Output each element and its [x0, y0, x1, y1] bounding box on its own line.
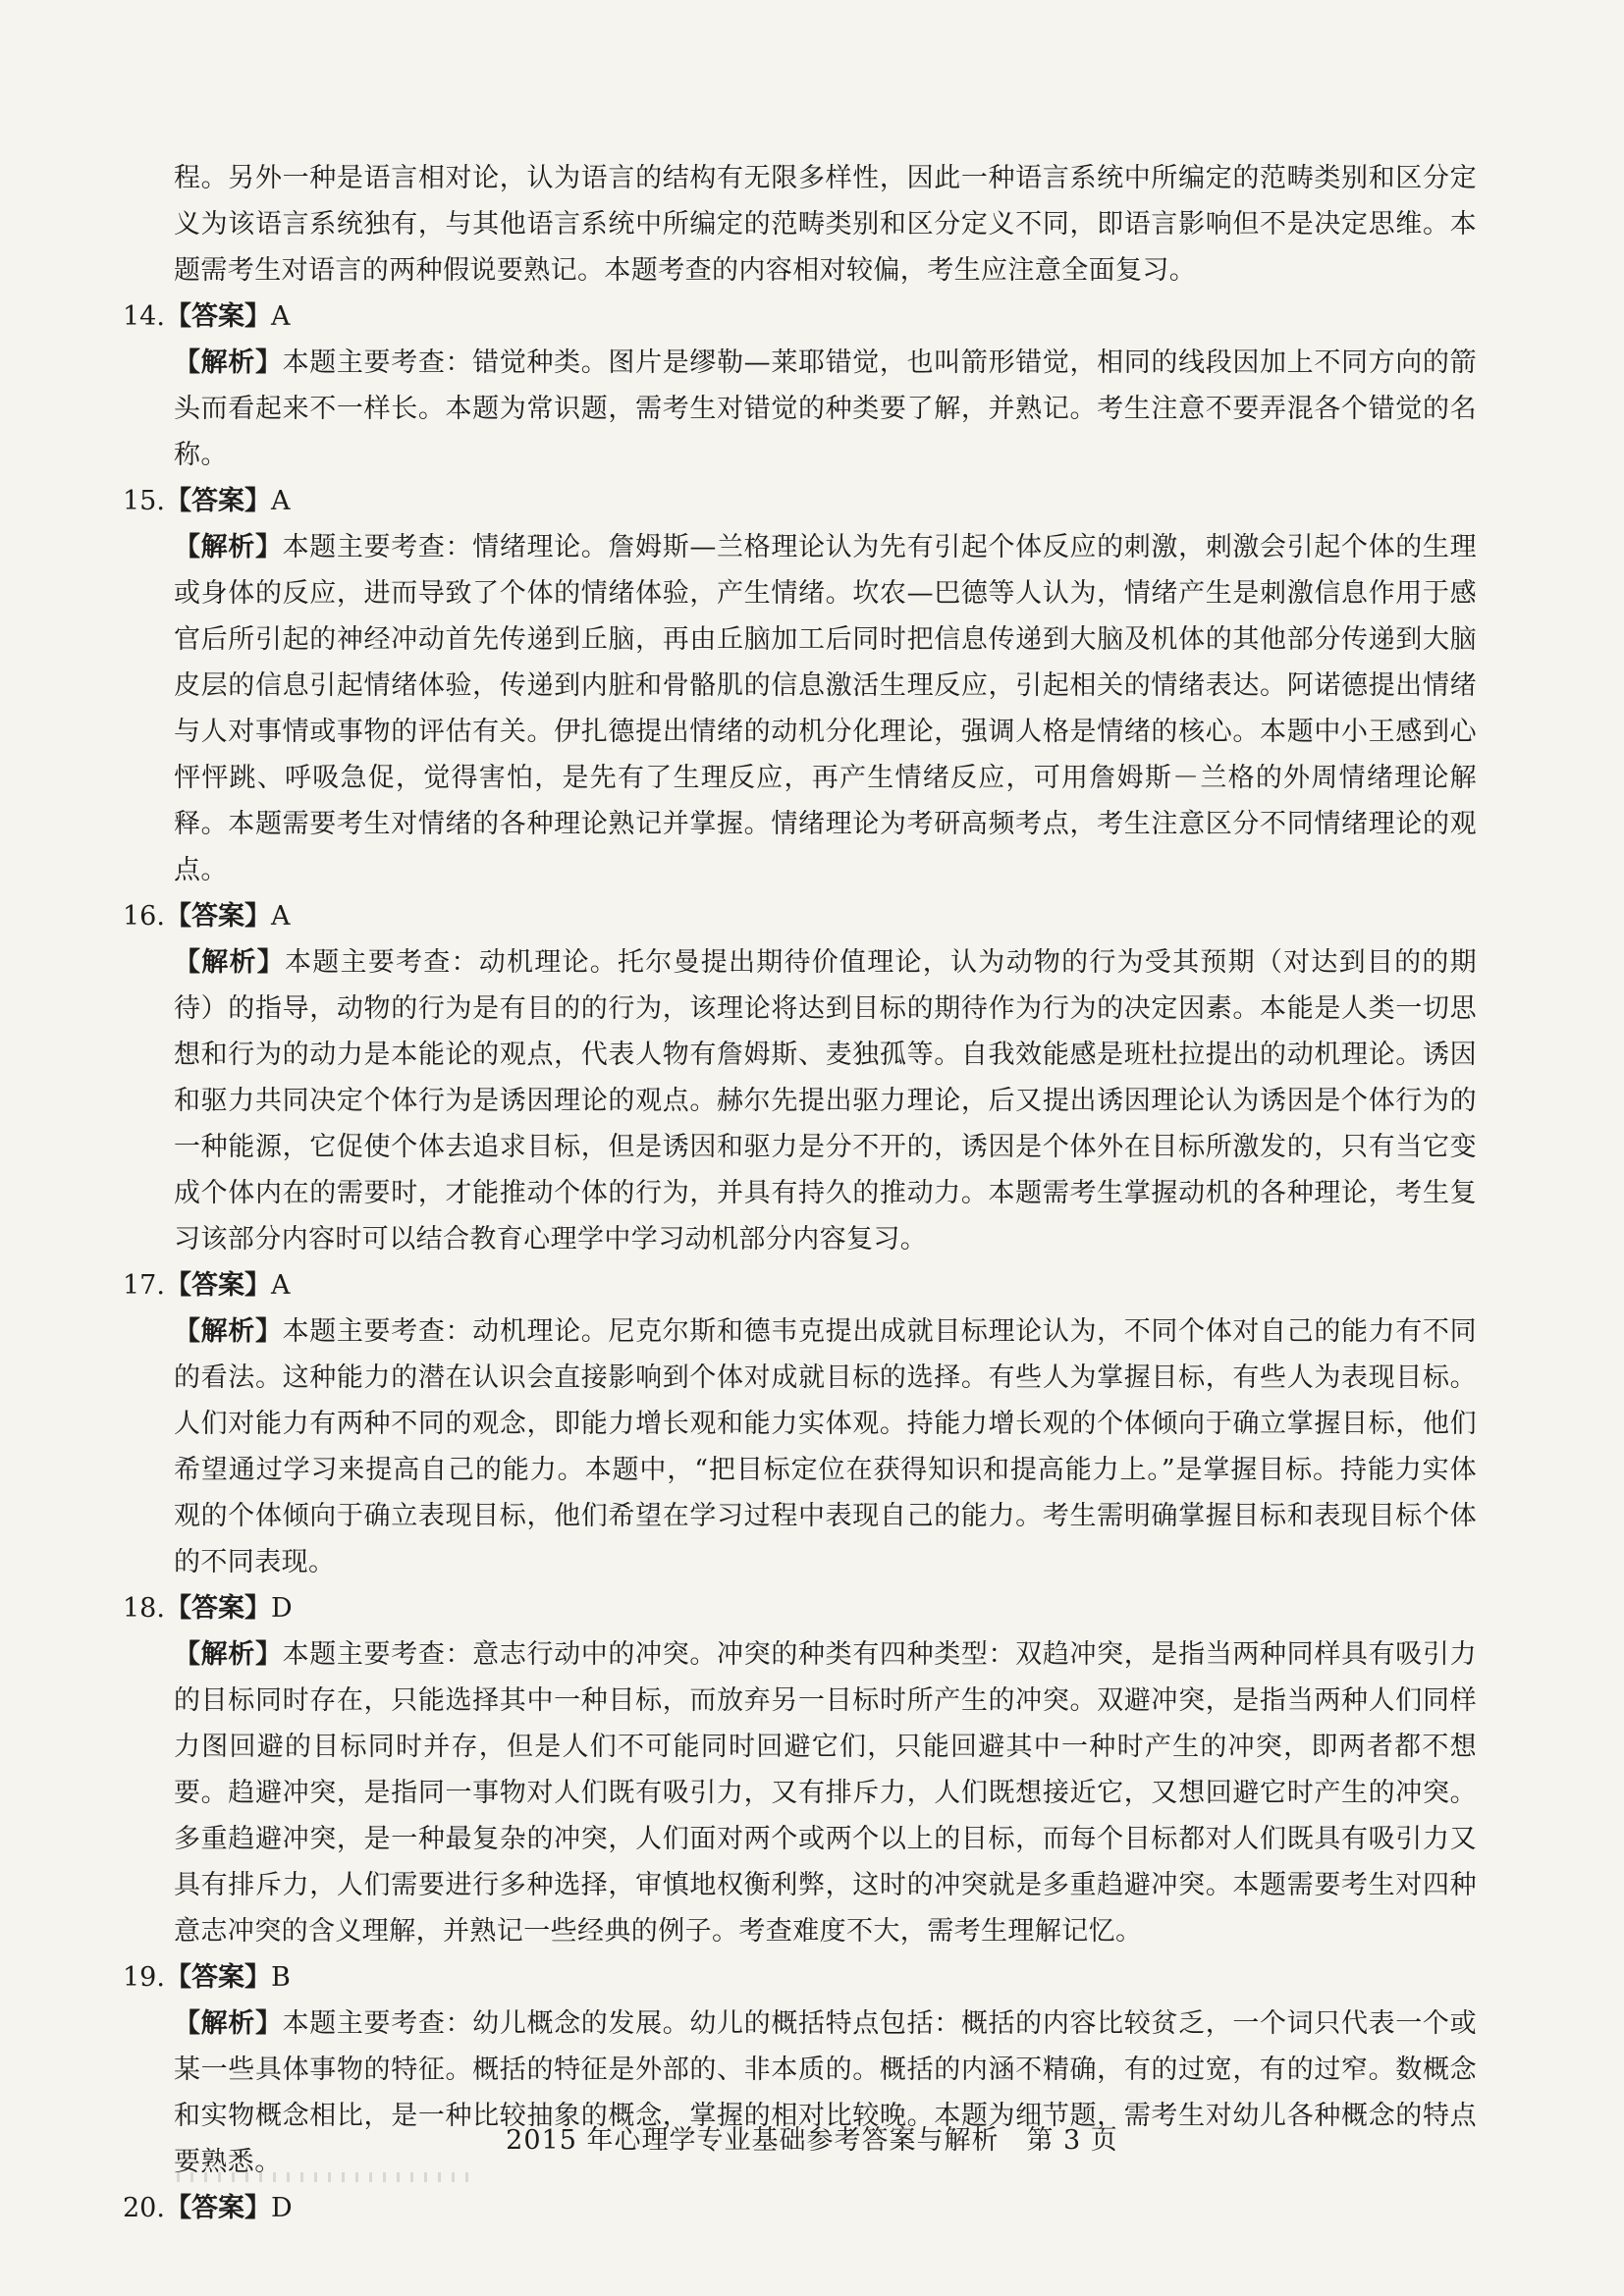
answer-value: A: [270, 1270, 291, 1301]
analysis-text: 本题主要考查：幼儿概念的发展。幼儿的概括特点包括：概括的内容比较贫乏，一个词只代表一个或某一些具体事物的特征。概括的特征是外部的、非本质的。概括的内涵不精确，有的过宽，有的过窄。数概念和实物概念相比，是一种比较抽象的概念，掌握的相对比较晚。本题为细节题，需考生对幼儿各种概念的特点要熟悉。: [174, 2008, 1477, 2177]
analysis-text: 本题主要考查：错觉种类。图片是缪勒—莱耶错觉，也叫箭形错觉，相同的线段因加上不同方向的箭头而看起来不一样长。本题为常识题，需考生对错觉的种类要了解，并熟记。考生注意不要弄混各个错觉的名称。: [174, 347, 1477, 470]
answer-label: 【答案】: [164, 901, 271, 932]
answer-label: 【答案】: [164, 1593, 271, 1624]
answer-value: D: [270, 2193, 293, 2223]
question-number: 19.: [123, 1962, 165, 1993]
analysis-text: 本题主要考查：动机理论。托尔曼提出期待价值理论，认为动物的行为受其预期（对达到目的的期待）的指导，动物的行为是有目的的行为，该理论将达到目标的期待作为行为的决定因素。本能是人类一切思想和行为的动力是本能论的观点，代表人物有詹姆斯、麦独孤等。自我效能感是班杜拉提出的动机理论。诱因和驱力共同决定个体行为是诱因理论的观点。赫尔先提出驱力理论，后又提出诱因理论认为诱因是个体行为的一种能源，它促使个体去追求目标，但是诱因和驱力是分不开的，诱因是个体外在目标所激发的，只有当它变成个体内在的需要时，才能推动个体的行为，并具有持久的推动力。本题需考生掌握动机的各种理论，考生复习该部分内容时可以结合教育心理学中学习动机部分内容复习。: [174, 947, 1477, 1255]
answer-line: [123, 1262, 1477, 1308]
analysis-label: 【解析】: [174, 1639, 283, 1670]
answer-label: 【答案】: [164, 2193, 271, 2223]
analysis-text: 本题主要考查：情绪理论。詹姆斯—兰格理论认为先有引起个体反应的刺激，刺激会引起个体的生理或身体的反应，进而导致了个体的情绪体验，产生情绪。坎农—巴德等人认为，情绪产生是刺激信息作用于感官后所引起的神经冲动首先传递到丘脑，再由丘脑加工后同时把信息传递到大脑及机体的其他部分传递到大脑皮层的信息引起情绪体验，传递到内脏和骨骼肌的信息激活生理反应，引起相关的情绪表达。阿诺德提出情绪与人对事情或事物的评估有关。伊扎德提出情绪的动机分化理论，强调人格是情绪的核心。本题中小王感到心怦怦跳、呼吸急促，觉得害怕，是先有了生理反应，再产生情绪反应，可用詹姆斯－兰格的外周情绪理论解释。本题需要考生对情绪的各种理论熟记并掌握。情绪理论为考研高频考点，考生注意区分不同情绪理论的观点。: [174, 532, 1477, 885]
page-footer: 2015 年心理学专业基础参考答案与解析 第 3 页: [506, 2125, 1118, 2156]
answer-label: 【答案】: [164, 486, 271, 516]
question-number: 16.: [123, 901, 165, 932]
analysis-label: 【解析】: [174, 532, 283, 562]
analysis-paragraph: [123, 340, 1477, 478]
intro-paragraph: 程。另外一种是语言相对论，认为语言的结构有无限多样性，因此一种语言系统中所编定的范畴类别和区分定义为该语言系统独有，与其他语言系统中所编定的范畴类别和区分定义不同，即语言影响但不是决定思维。本题需考生对语言的两种假说要熟记。本题考查的内容相对较偏，考生应注意全面复习。: [174, 163, 1477, 286]
question-number: 20.: [123, 2193, 165, 2223]
question-number: 17.: [123, 1270, 165, 1301]
analysis-text: 本题主要考查：动机理论。尼克尔斯和德韦克提出成就目标理论认为，不同个体对自己的能力有不同的看法。这种能力的潜在认识会直接影响到个体对成就目标的选择。有些人为掌握目标，有些人为表现目标。人们对能力有两种不同的观念，即能力增长观和能力实体观。持能力增长观的个体倾向于确立掌握目标，他们希望通过学习来提高自己的能力。本题中，“把目标定位在获得知识和提高能力上。”是掌握目标。持能力实体观的个体倾向于确立表现目标，他们希望在学习过程中表现自己的能力。考生需明确掌握目标和表现目标个体的不同表现。: [174, 1316, 1477, 1577]
analysis-label: 【解析】: [174, 947, 286, 978]
answer-line: [123, 1585, 1477, 1631]
analysis-label: 【解析】: [174, 1316, 283, 1347]
question-number: 18.: [123, 1593, 165, 1624]
answer-value: A: [270, 486, 291, 516]
answer-label: 【答案】: [164, 1962, 271, 1993]
answer-value: D: [270, 1593, 293, 1624]
question-number: 14.: [123, 301, 165, 332]
answer-line: [123, 893, 1477, 939]
answer-list: [123, 294, 1477, 2231]
answer-line: [123, 478, 1477, 524]
analysis-text: 本题主要考查：意志行动中的冲突。冲突的种类有四种类型：双趋冲突，是指当两种同样具有吸引力的目标同时存在，只能选择其中一种目标，而放弃另一目标时所产生的冲突。双避冲突，是指当两种人们同样力图回避的目标同时并存，但是人们不可能同时回避它们，只能回避其中一种时产生的冲突，即两者都不想要。趋避冲突，是指同一事物对人们既有吸引力，又有排斥力，人们既想接近它，又想回避它时产生的冲突。多重趋避冲突，是一种最复杂的冲突，人们面对两个或两个以上的目标，而每个目标都对人们既具有吸引力又具有排斥力，人们需要进行多种选择，审慎地权衡利弊，这时的冲突就是多重趋避冲突。本题需要考生对四种意志冲突的含义理解，并熟记一些经典的例子。考查难度不大，需考生理解记忆。: [174, 1639, 1477, 1947]
answer-value: A: [270, 901, 291, 932]
analysis-label: 【解析】: [174, 347, 283, 378]
question-number: 15.: [123, 486, 165, 516]
analysis-paragraph: [123, 939, 1477, 1262]
analysis-paragraph: [123, 1631, 1477, 1954]
answer-label: 【答案】: [164, 301, 271, 332]
analysis-paragraph: [123, 1308, 1477, 1585]
answer-line: [123, 2185, 1477, 2231]
answer-label: 【答案】: [164, 1270, 271, 1301]
answer-line: [123, 1954, 1477, 2001]
analysis-paragraph: [123, 524, 1477, 893]
scan-smudge: [177, 2172, 471, 2182]
answer-value: B: [270, 1962, 291, 1993]
answer-value: A: [270, 301, 291, 332]
answer-line: [123, 294, 1477, 340]
analysis-label: 【解析】: [174, 2008, 283, 2039]
analysis-paragraph: [123, 2001, 1477, 2185]
